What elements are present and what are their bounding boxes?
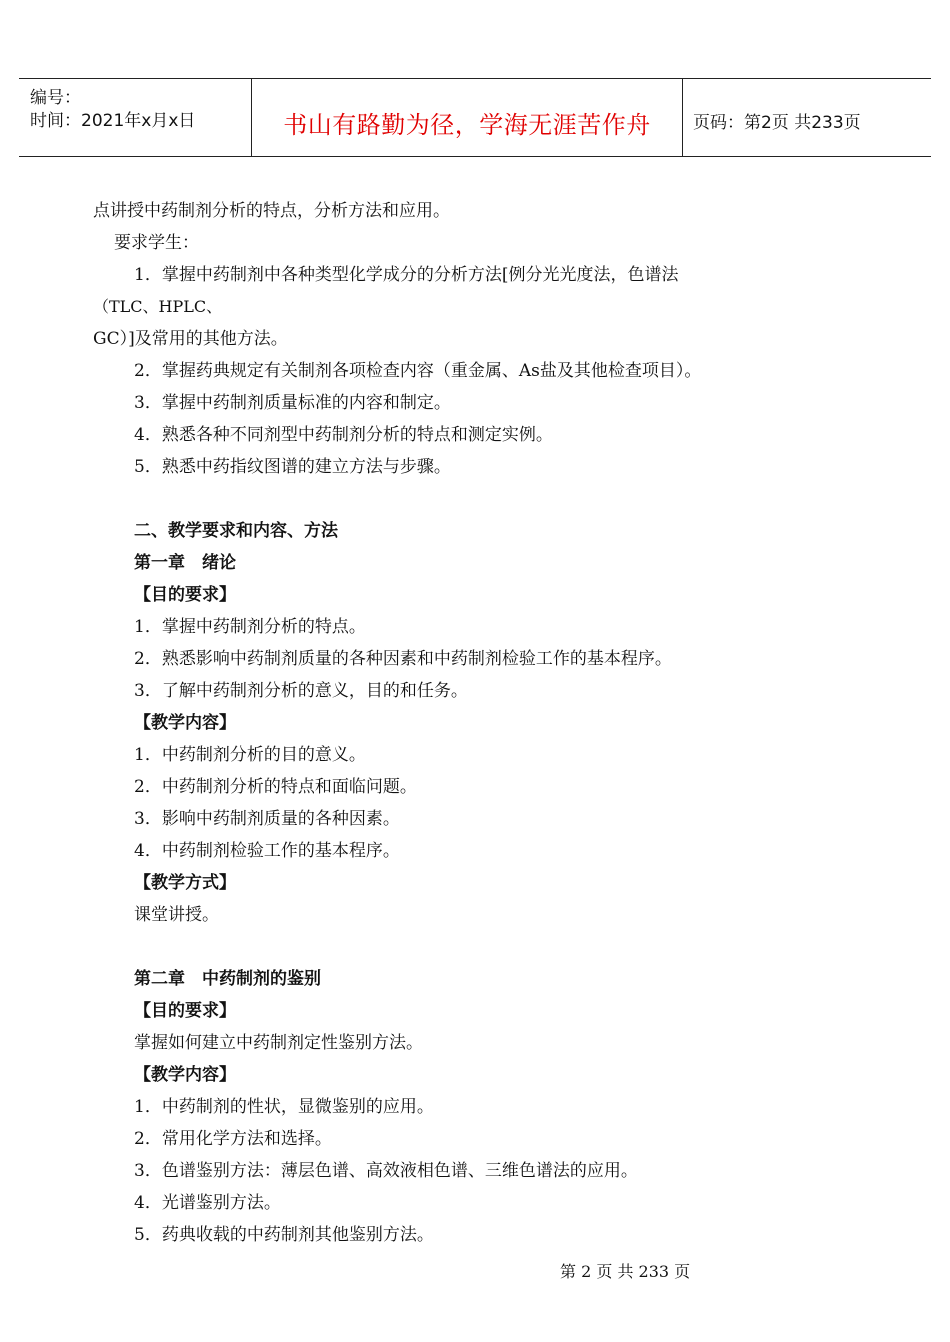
body-line: 1．掌握中药制剂中各种类型化学成分的分析方法[例分光光度法，色谱法 [134,265,679,285]
subsection-heading: 【目的要求】 [134,1001,236,1021]
document-number-label: 编号： [30,88,81,108]
body-line: 3．掌握中药制剂质量标准的内容和制定。 [134,393,451,413]
body-line: （TLC、HPLC、 [93,297,223,316]
body-line: 3．了解中药制剂分析的意义，目的和任务。 [134,681,468,701]
body-line: 5．熟悉中药指纹图谱的建立方法与步骤。 [134,457,451,477]
document-time-label: 时间：2021年x月x日 [30,111,196,131]
body-line: 掌握如何建立中药制剂定性鉴别方法。 [134,1033,423,1053]
body-line: 2．中药制剂分析的特点和面临问题。 [134,777,417,797]
section-heading: 二、教学要求和内容、方法 [134,521,338,541]
body-line: 4．中药制剂检验工作的基本程序。 [134,841,400,861]
body-line: 3．影响中药制剂质量的各种因素。 [134,809,400,829]
page-header [19,78,931,157]
header-motto: 书山有路勤为径，学海无涯苦作舟 [283,111,651,139]
body-line: 要求学生： [114,233,199,253]
header-motto-cell [252,79,683,156]
body-line: 2．掌握药典规定有关制剂各项检查内容（重金属、As盐及其他检查项目）。 [134,361,702,381]
subsection-heading: 【教学方式】 [134,873,236,893]
subsection-heading: 【教学内容】 [134,1065,236,1085]
body-line: 3．色谱鉴别方法：薄层色谱、高效液相色谱、三维色谱法的应用。 [134,1161,638,1181]
body-line: 点讲授中药制剂分析的特点，分析方法和应用。 [93,201,450,221]
body-line: 课堂讲授。 [134,905,219,925]
body-line: GC）]及常用的其他方法。 [93,329,288,349]
body-line: 2．常用化学方法和选择。 [134,1129,332,1149]
header-page-label: 页码：第2页 共233页 [693,113,861,133]
subsection-heading: 【教学内容】 [134,713,236,733]
body-line: 1．中药制剂的性状，显微鉴别的应用。 [134,1097,434,1117]
header-info-cell [19,79,252,156]
body-line: 1．掌握中药制剂分析的特点。 [134,617,366,637]
chapter-heading: 第二章 中药制剂的鉴别 [134,969,321,989]
body-line: 5．药典收载的中药制剂其他鉴别方法。 [134,1225,434,1245]
body-line: 1．中药制剂分析的目的意义。 [134,745,366,765]
body-line: 2．熟悉影响中药制剂质量的各种因素和中药制剂检验工作的基本程序。 [134,649,672,669]
body-line: 4．熟悉各种不同剂型中药制剂分析的特点和测定实例。 [134,425,553,445]
header-page-cell [683,79,931,156]
subsection-heading: 【目的要求】 [134,585,236,605]
body-line: 4．光谱鉴别方法。 [134,1193,281,1213]
chapter-heading: 第一章 绪论 [134,553,236,573]
page-footer: 第 2 页 共 233 页 [560,1262,691,1281]
